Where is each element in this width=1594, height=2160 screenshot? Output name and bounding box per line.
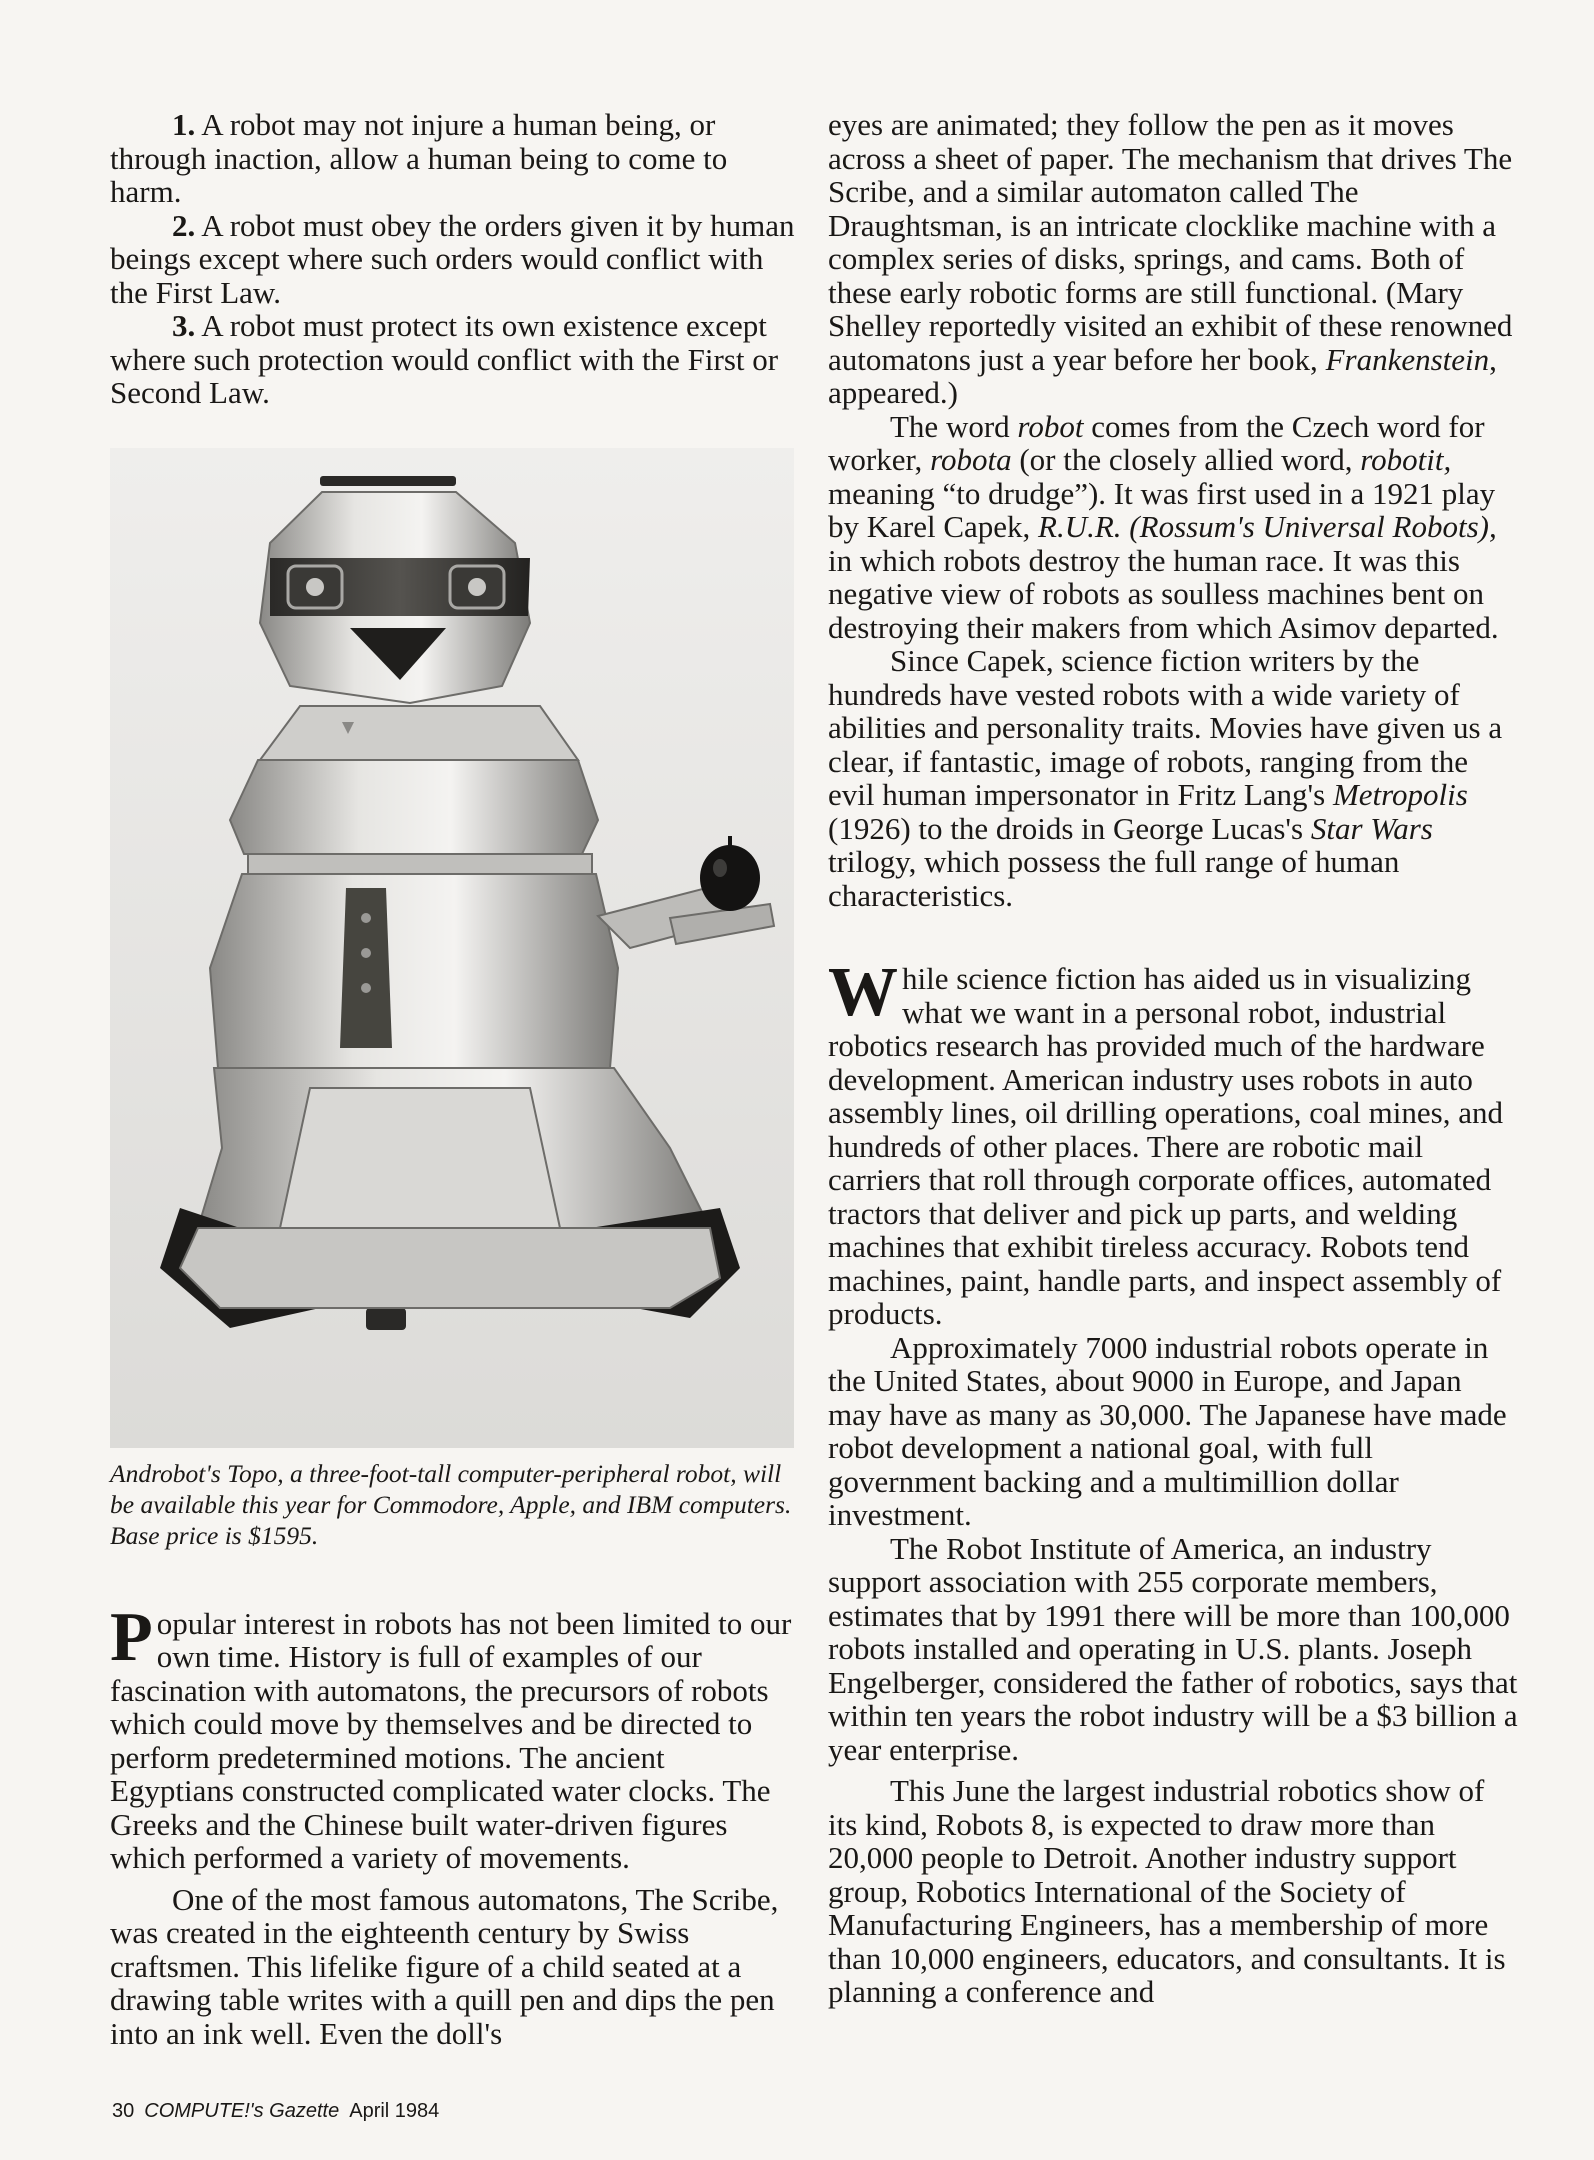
page-footer <box>112 2100 439 2123</box>
topo-robot-illustration <box>110 448 794 1448</box>
law-3-text: A robot must protect its own existence except where such protection would conflict with the First or Second Law. <box>110 308 779 410</box>
p2-rur-title: R.U.R. (Rossum's Universal Robots), <box>1038 509 1497 544</box>
left-paragraph-1-text: opular interest in robots has not been limited to our own time. History is full of examples of our fascination with automatons, the precursors of robots which could move by themselves and be directed to perform predetermined motions. The ancient Egyptians constructed complicated water clocks. The Greeks and the Chinese built water-driven figures which performed a variety of movements. <box>110 1605 792 1875</box>
right-paragraph-4 <box>828 954 1518 1331</box>
right-paragraph-1-text-b: , appeared.) <box>828 341 1497 410</box>
law-1 <box>110 108 795 209</box>
law-3-number: 3. <box>172 308 196 343</box>
law-2-number: 2. <box>172 207 196 243</box>
right-column <box>828 108 1518 2009</box>
p2-d: meaning “to drudge”). It was first used in a 1921 play by Karel Capek, <box>828 475 1496 544</box>
magazine-name: COMPUTE!'s Gazette <box>144 2100 340 2122</box>
frankenstein-title: Frankenstein <box>1325 341 1490 377</box>
robot-photo <box>110 448 794 1448</box>
p2-a: The word <box>890 408 1018 444</box>
metropolis-title: Metropolis <box>1332 777 1468 812</box>
p2-robotit-word: robotit, <box>1360 442 1452 477</box>
right-paragraph-1 <box>828 108 1518 410</box>
p2-c: (or the closely allied word, <box>1011 442 1361 477</box>
p2-robot-word: robot <box>1017 408 1084 444</box>
left-paragraph-1 <box>110 1598 795 1875</box>
p2-e: in which robots destroy the human race. It was this negative view of robots as soulless machines bent on destroying their makers from which Asimov departed. <box>828 542 1499 645</box>
right-paragraph-7: This June the largest industrial robotics show of its kind, Robots 8, is expected to draw more than 20,000 people to Detroit. Another industry support group, Robotics International of the Society of Manufacturing Engineers, has a membership of more than 10,000 engineers, educators, and consultants. It is planning a conference and <box>828 1773 1506 2009</box>
p2-robota-word: robota <box>930 442 1012 477</box>
law-1-number: 1. <box>172 107 196 142</box>
right-paragraph-5: Approximately 7000 industrial robots operate in the United States, about 9000 in Europe, and Japan may have as many as 30,000. The Japanese have made robot development a national goal, with full government backing and a multimillion dollar investment. <box>828 1329 1507 1532</box>
drop-cap-p: P <box>110 1598 153 1676</box>
right-paragraph-1-text-a: eyes are animated; they follow the pen as it moves across a sheet of paper. The mechanism that drives The Scribe, and a similar automaton called The Draughtsman, is an intricate clocklike machine with a complex series of disks, springs, and cams. Both of these early robotic forms are still functional. (Mary Shelley reportedly visited an exhibit of these renowned automatons just a year before her book, <box>828 107 1513 377</box>
p3-c: trilogy, which possess the full range of human characteristics. <box>828 844 1400 913</box>
p3-b: (1926) to the droids in George Lucas's <box>828 810 1311 846</box>
law-2-text: A robot must obey the orders given it by human beings except where such orders would conflict with the First Law. <box>110 207 795 310</box>
drop-cap-w: W <box>828 954 898 1031</box>
right-paragraph-3 <box>828 644 1518 912</box>
right-paragraph-2 <box>828 410 1518 645</box>
p2-b: comes from the Czech word for worker, <box>828 408 1485 477</box>
issue-date: April 1984 <box>349 2100 440 2122</box>
page-number: 30 <box>112 2100 135 2122</box>
star-wars-title: Star Wars <box>1310 810 1433 846</box>
law-1-text: A robot may not injure a human being, or through inaction, allow a human being to come to harm. <box>110 107 728 209</box>
left-paragraph-2: One of the most famous automatons, The Scribe, was created in the eighteenth century by Swiss craftsmen. This lifelike figure of a child seated at a drawing table writes with a quill pen and dips the pen into an ink well. Even the doll's <box>110 1881 779 2051</box>
right-paragraph-4-text: hile science fiction has aided us in visualizing what we want in a personal robot, industrial robotics research has provided much of the hardware development. American industry uses robots in auto assembly lines, oil drilling operations, coal mines, and hundreds of other places. There are robotic mail carriers that roll through corporate offices, automated tractors that deliver and pick up parts, and welding machines that exhibit tireless accuracy. Robots tend machines, paint, handle parts, and inspect assembly of products. <box>828 961 1503 1331</box>
photo-caption: Androbot's Topo, a three-foot-tall computer-peripheral robot, will be available this year for Commodore, Apple, and IBM computers. Base price is $1595. <box>110 1458 792 1550</box>
right-paragraph-6: The Robot Institute of America, an industry support association with 255 corporate members, estimates that by 1991 there will be more than 100,000 robots installed and operating in U.S. plants. Joseph Engelberger, considered the father of robotics, says that within ten years the robot industry will be a $3 billion a year enterprise. <box>828 1530 1518 1767</box>
left-column <box>110 108 795 2050</box>
p3-a: Since Capek, science fiction writers by the hundreds have vested robots with a wide variety of abilities and personality traits. Movies have given us a clear, if fantastic, image of robots, ranging from the evil human impersonator in Fritz Lang's <box>828 643 1503 812</box>
law-3 <box>110 309 795 410</box>
law-2 <box>110 209 795 310</box>
